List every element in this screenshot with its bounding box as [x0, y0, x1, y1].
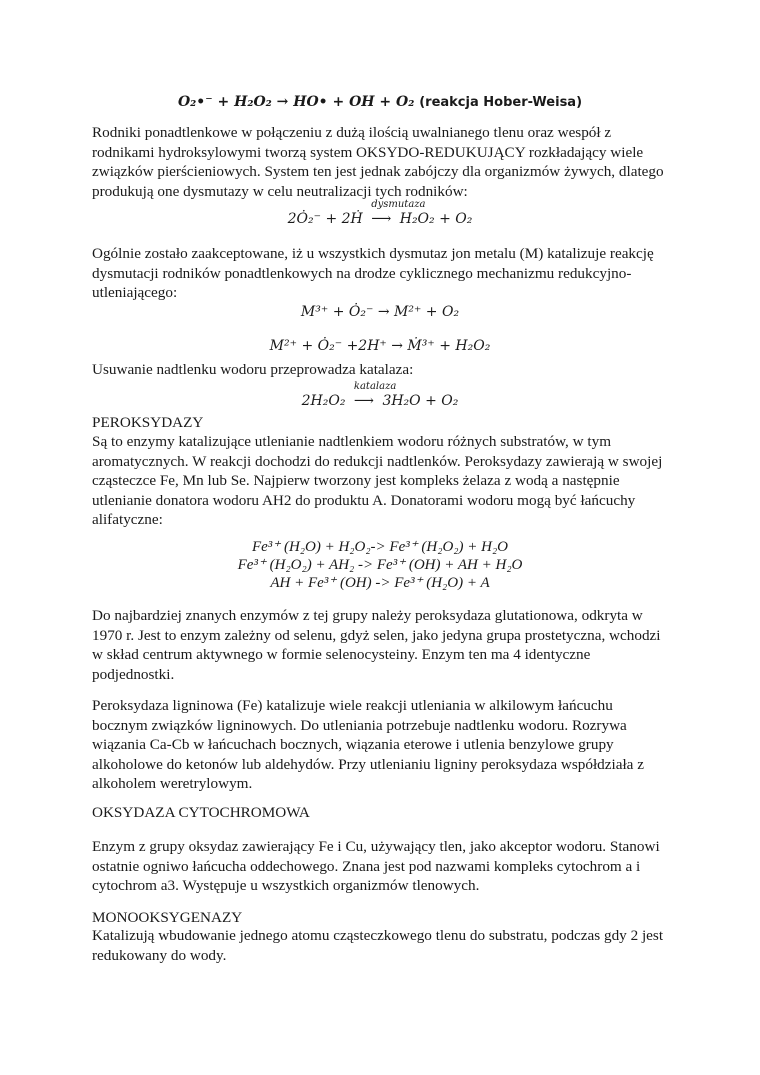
reaction-arrow — [371, 199, 426, 227]
equation-peroxidase-2: Fe³⁺ (H₂O₂) + AH₂ -> Fe³⁺ (OH) + AH + H₂O — [237, 557, 523, 573]
equation-peroxidase-1: Fe³⁺ (H₂O) + H₂O₂-> Fe³⁺ (H₂O₂) + H₂O — [251, 539, 508, 555]
equation-dismutase-left: 2Ȯ₂⁻ + 2Ḣ — [287, 211, 363, 227]
paragraph-peroxidases: Są to enzymy katalizujące utlenianie nadtlenkiem wodoru różnych substratów, w tym aromatycznych. W reakcji dochodzi do redukcji nadtlenków. Peroksydazy zawierają w swojej cząsteczce Fe, Mn lub Se. Najpierw tworzony jest kompleks żelaza z wodą a następnie utlenianie donatora wodoru AH2 do produktu A. Donatorami wodoru mogą być łańcuchy alifatyczne: — [92, 433, 663, 528]
paragraph-catalase: Usuwanie nadtlenku wodoru przeprowadza katalaza: — [92, 361, 414, 378]
equation-catalase-right: 3H₂O + O₂ — [382, 393, 459, 409]
heading-monooxygenases: MONOOKSYGENAZY — [92, 909, 243, 926]
arrow-icon: ⟶ — [371, 211, 392, 227]
equation-hober-weiss-note: (reakcja Hober-Weisa) — [419, 95, 583, 110]
equation-catalase — [0, 381, 760, 409]
equation-dismutase-right: H₂O₂ + O₂ — [399, 211, 473, 227]
equation-hober-weiss-main: O₂•⁻ + H₂O₂ → HO• + OH + O₂ — [177, 94, 415, 110]
arrow-icon: ⟶ — [353, 393, 374, 409]
reaction-arrow — [353, 381, 397, 409]
paragraph-dismutase-mechanism: Ogólnie zostało zaakceptowane, iż u wszystkich dysmutaz jon metalu (M) katalizuje reakcję dysmutacji rodników ponadtlenkowych na drodze cyklicznego mechanizmu redukcyjno-utleniającego: — [92, 245, 654, 301]
paragraph-monooxygenases: Katalizują wbudowanie jednego atomu cząsteczkowego tlenu do substratu, podczas gdy 2 jest redukowany do wody. — [92, 927, 664, 964]
equation-peroxidase-3: AH + Fe³⁺ (OH) -> Fe³⁺ (H₂O) + A — [270, 575, 490, 591]
heading-peroxidases: PEROKSYDAZY — [92, 414, 204, 431]
equation-metal-2: M²⁺ + Ȯ₂⁻ +2H⁺ → Ṁ³⁺ + H₂O₂ — [269, 338, 491, 354]
equation-metal-1: M³⁺ + Ȯ₂⁻ → M²⁺ + O₂ — [300, 304, 460, 320]
paragraph-lignin-peroxidase: Peroksydaza ligninowa (Fe) katalizuje wiele reakcji utleniania w alkilowym łańcuchu bocznym związków ligninowych. Do utleniania potrzebuje nadtlenku wodoru. Rozrywa wiązania Ca-Cb w łańcuchach bocznych, wiązania eterowe i utlenia benzylowe grupy alkoholowe do ketonów lub aldehydów. Przy utlenianiu ligniny peroksydaza współdziała z alkoholem weretrylowym. — [92, 697, 644, 792]
reaction-arrow-label: katalaza — [353, 381, 397, 392]
paragraph-superoxide-radicals: Rodniki ponadtlenkowe w połączeniu z dużą ilością uwalnianego tlenu oraz wespół z rodnikami hydroksylowymi tworzą system OKSYDO-REDUKUJĄCY rozkładający wiele związków pierścieniowych. System ten jest jednak zabójczy dla organizmów żywych, dlatego produkują one dysmutazy w celu neutralizacji tych rodników: — [92, 124, 664, 200]
equation-hober-weiss — [0, 94, 760, 110]
equation-dismutase — [0, 199, 760, 227]
equation-catalase-left: 2H₂O₂ — [301, 393, 346, 409]
paragraph-glutathione-peroxidase: Do najbardziej znanych enzymów z tej grupy należy peroksydaza glutationowa, odkryta w 1970 r. Jest to enzym zależny od selenu, gdyż selen, jako jedyna grupa prostetyczna, wchodzi w skład centrum aktywnego w formie selenocysteiny. Enzym ten ma 4 identyczne podjednostki. — [92, 607, 661, 683]
paragraph-cytochrome-oxidase: Enzym z grupy oksydaz zawierający Fe i Cu, używający tlen, jako akceptor wodoru. Stanowi ostatnie ogniwo łańcucha oddechowego. Znana jest pod nazwami kompleks cytochrom a i cytochrom a3. Występuje u wszystkich organizmów tlenowych. — [92, 838, 660, 894]
reaction-arrow-label: dysmutaza — [371, 199, 426, 210]
heading-cytochrome-oxidase: OKSYDAZA CYTOCHROMOWA — [92, 804, 310, 821]
